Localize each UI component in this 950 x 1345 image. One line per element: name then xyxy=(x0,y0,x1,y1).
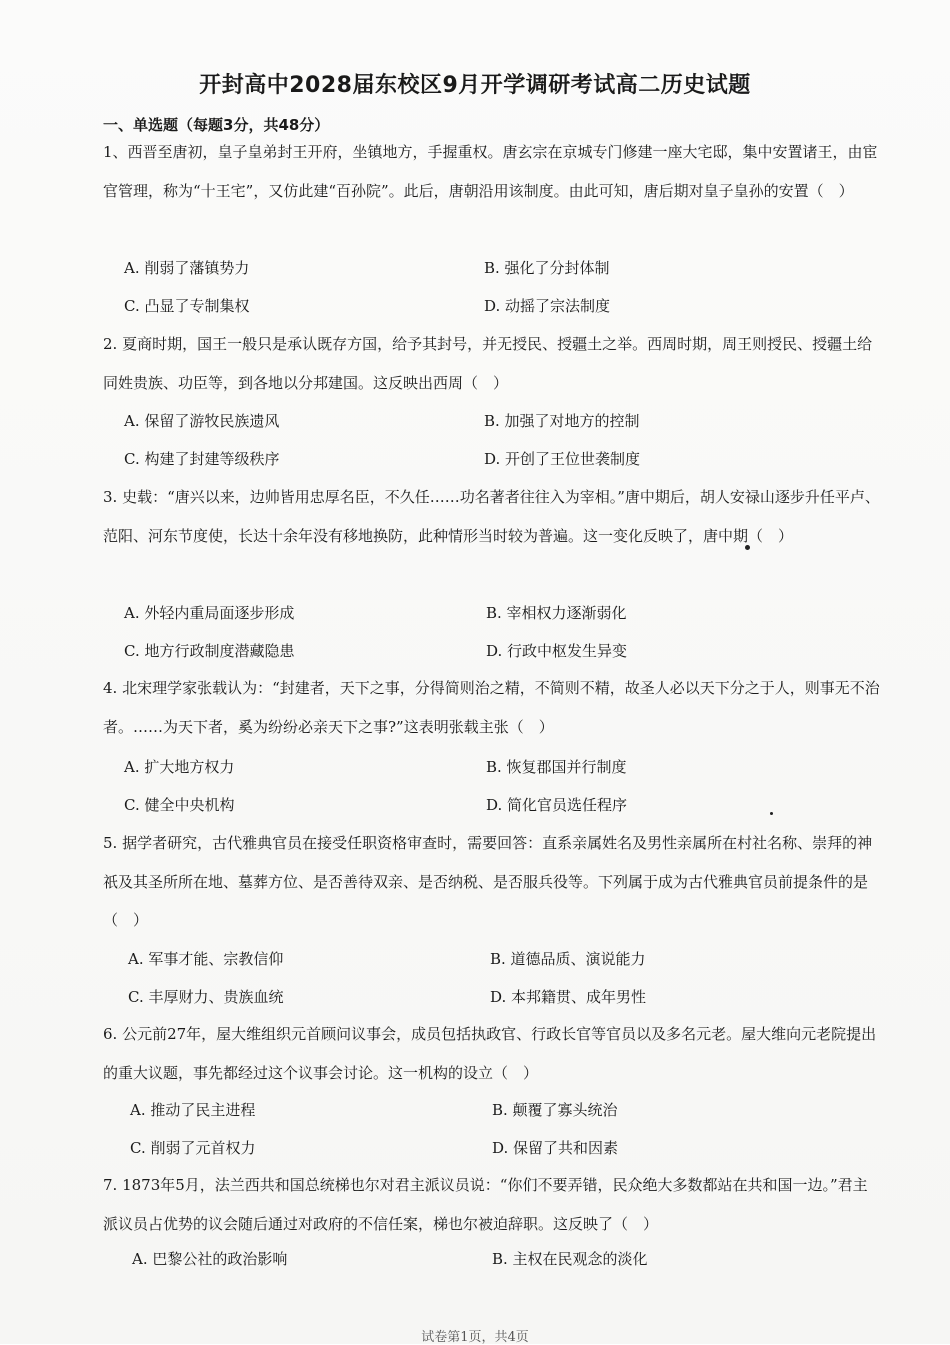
question-3-option-c: C. 地方行政制度潜藏隐患 xyxy=(124,642,295,660)
question-5-option-c: C. 丰厚财力、贵族血统 xyxy=(128,988,284,1006)
question-6-option-d: D. 保留了共和因素 xyxy=(492,1139,619,1157)
question-2-option-c: C. 构建了封建等级秩序 xyxy=(124,450,280,468)
question-6-option-a: A. 推动了民主进程 xyxy=(130,1101,256,1119)
page-footer: 试卷第1页，共4页 xyxy=(421,1330,529,1345)
question-1-option-c: C. 凸显了专制集权 xyxy=(124,297,250,315)
question-3-option-d: D. 行政中枢发生异变 xyxy=(486,642,628,660)
question-2-option-d: D. 开创了王位世袭制度 xyxy=(484,450,641,468)
question-2-option-b: B. 加强了对地方的控制 xyxy=(484,412,640,430)
section-heading: 一、单选题（每题3分，共48分） xyxy=(103,116,330,134)
question-4-option-b: B. 恢复郡国并行制度 xyxy=(486,758,627,776)
question-4-option-a: A. 扩大地方权力 xyxy=(124,758,235,776)
question-stem-3: 3. 史载：“唐兴以来，边帅皆用忠厚名臣，不久任……功名著者往往入为宰相。”唐中期后，胡人安禄山逐步升任平卢、范阳、河东节度使，长达十余年没有移地换防，此种情形当时较为普遍。这一变化反映了，唐中期（ ） xyxy=(103,488,880,545)
question-stem-6: 6. 公元前27年，屋大维组织元首顾问议事会，成员包括执政官、行政长官等官员以及多名元老。屋大维向元老院提出的重大议题，事先都经过这个议事会讨论。这一机构的设立（ ） xyxy=(103,1025,877,1082)
question-stem-2: 2. 夏商时期，国王一般只是承认既存方国，给予其封号，并无授民、授疆土之举。西周时期，周王则授民、授疆土给同姓贵族、功臣等，到各地以分邦建国。这反映出西周（ ） xyxy=(103,335,873,392)
scan-speck xyxy=(770,812,773,815)
scan-speck xyxy=(745,545,750,550)
question-stem-4: 4. 北宋理学家张载认为：“封建者，天下之事，分得简则治之精，不简则不精，故圣人必以天下分之于人，则事无不治者。……为天下者，奚为纷纷必亲天下之事?”这表明张载主张（ ） xyxy=(103,679,880,736)
question-5-option-d: D. 本邦籍贯、成年男性 xyxy=(490,988,647,1006)
question-7-option-b: B. 主权在民观念的淡化 xyxy=(492,1250,648,1268)
question-stem-7: 7. 1873年5月，法兰西共和国总统梯也尔对君主派议员说：“你们不要弄错，民众绝大多数都站在共和国一边。”君主派议员占优势的议会随后通过对政府的不信任案，梯也尔被迫辞职。这反映了（ ） xyxy=(103,1176,868,1233)
question-4-option-d: D. 简化官员选任程序 xyxy=(486,796,628,814)
question-stem-1: 1、西晋至唐初，皇子皇弟封王开府，坐镇地方，手握重权。唐玄宗在京城专门修建一座大宅邸，集中安置诸王，由宦官管理，称为“十王宅”，又仿此建“百孙院”。此后，唐朝沿用该制度。由此可知，唐后期对皇子皇孙的安置（ ） xyxy=(103,143,878,200)
question-5-option-a: A. 军事才能、宗教信仰 xyxy=(128,950,284,968)
question-6-option-b: B. 颠覆了寡头统治 xyxy=(492,1101,618,1119)
question-1-option-a: A. 削弱了藩镇势力 xyxy=(124,259,250,277)
question-6-option-c: C. 削弱了元首权力 xyxy=(130,1139,256,1157)
question-1-option-d: D. 动摇了宗法制度 xyxy=(484,297,611,315)
question-1-option-b: B. 强化了分封体制 xyxy=(484,259,610,277)
question-5-option-b: B. 道德品质、演说能力 xyxy=(490,950,646,968)
question-3-option-b: B. 宰相权力逐渐弱化 xyxy=(486,604,627,622)
question-stem-5: 5. 据学者研究，古代雅典官员在接受任职资格审查时，需要回答：直系亲属姓名及男性亲属所在村社名称、崇拜的神祇及其圣所所在地、墓葬方位、是否善待双亲、是否纳税、是否服兵役等。下列属于成为古代雅典官员前提条件的是（ ） xyxy=(103,834,873,929)
exam-title: 开封高中2028届东校区9月开学调研考试高二历史试题 xyxy=(199,73,751,98)
question-3-option-a: A. 外轻内重局面逐步形成 xyxy=(124,604,295,622)
question-2-option-a: A. 保留了游牧民族遗风 xyxy=(124,412,280,430)
question-4-option-c: C. 健全中央机构 xyxy=(124,796,235,814)
question-7-option-a: A. 巴黎公社的政治影响 xyxy=(132,1250,288,1268)
